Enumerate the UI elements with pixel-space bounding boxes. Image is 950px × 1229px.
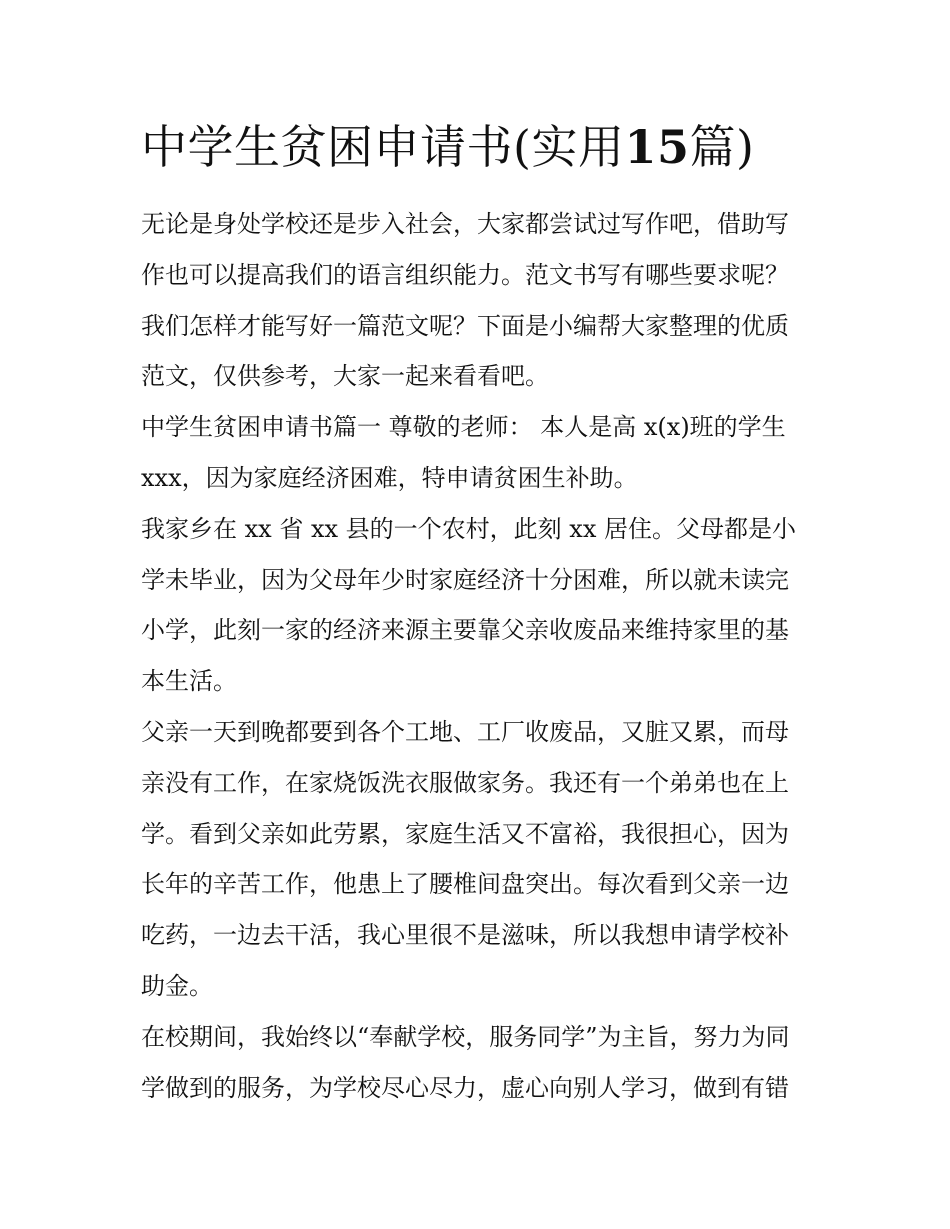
paragraph-family [141,504,813,707]
text-line: 在校期间，我始终以“奉献学校，服务同学”为主旨，努力为同 [141,1022,790,1051]
title-number: 15 [624,120,690,174]
document-body [141,199,813,1113]
text-line: 范文，仅供参考，大家一起来看看吧。 [141,362,549,391]
text-line: 学做到的服务，为学校尽心尽力，虚心向别人学习，做到有错 [141,1073,789,1102]
text-line: xxx，因为家庭经济困难，特申请贫困生补助。 [141,463,638,492]
text-line: 我家乡在 xx 省 xx 县的一个农村，此刻 xx 居住。父母都是小 [141,514,796,543]
paragraph-salutation [141,402,813,504]
paragraph-father [141,707,813,1012]
paragraph-intro [141,199,813,402]
title-suffix: 篇) [689,120,755,174]
text-line: 中学生贫困申请书篇一 尊敬的老师： 本人是高 x(x)班的学生 [141,413,786,442]
text-line: 长年的辛苦工作，他患上了腰椎间盘突出。每次看到父亲一边 [141,870,789,899]
text-line: 作也可以提高我们的语言组织能力。范文书写有哪些要求呢？ [141,260,789,289]
text-line: 父亲一天到晚都要到各个工地、工厂收废品，又脏又累，而母 [141,717,789,746]
paragraph-school [141,1012,813,1114]
document-title [141,112,841,182]
text-line: 本生活。 [141,667,237,696]
text-line: 无论是身处学校还是步入社会，大家都尝试过写作吧，借助写 [141,210,789,238]
text-line: 学。看到父亲如此劳累，家庭生活又不富裕，我很担心，因为 [141,819,789,848]
text-line: 我们怎样才能写好一篇范文呢？下面是小编帮大家整理的优质 [141,311,789,340]
text-line: 学未毕业，因为父母年少时家庭经济十分困难，所以就未读完 [141,565,789,594]
text-line: 亲没有工作，在家烧饭洗衣服做家务。我还有一个弟弟也在上 [141,768,789,797]
text-line: 助金。 [141,971,213,1000]
text-line: 小学，此刻一家的经济来源主要靠父亲收废品来维持家里的基 [141,616,789,645]
text-line: 吃药，一边去干活，我心里很不是滋味，所以我想申请学校补 [141,921,789,950]
title-text: 中学生贫困申请书(实用 [141,120,625,174]
